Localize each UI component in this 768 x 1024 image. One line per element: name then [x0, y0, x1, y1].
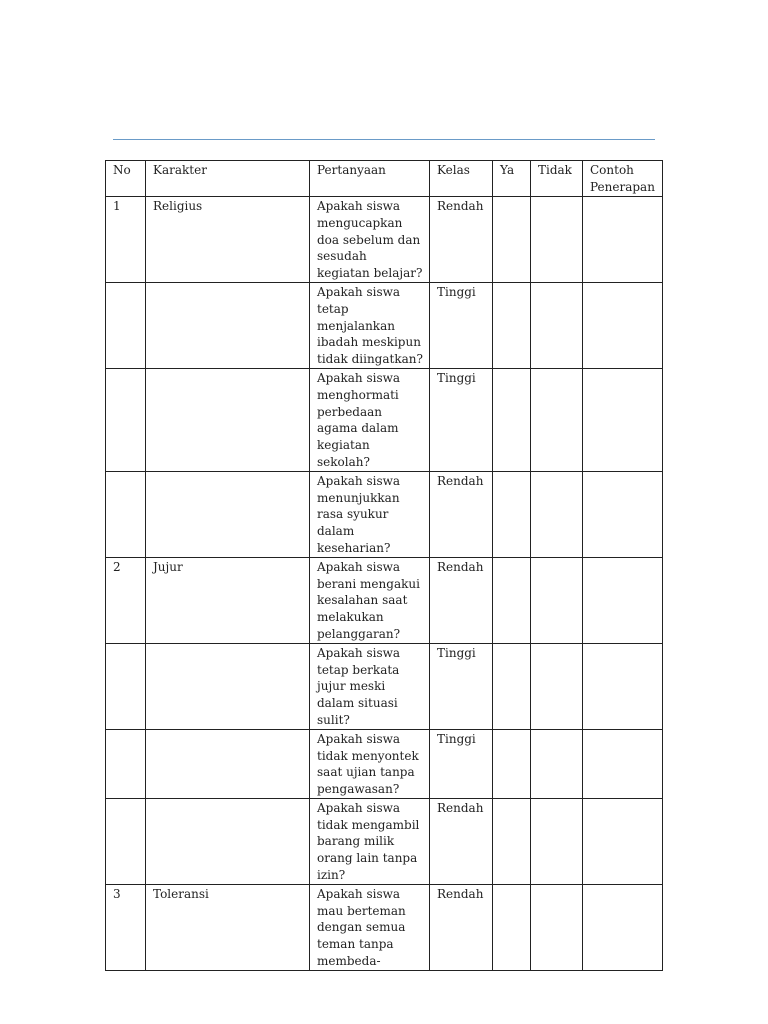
cell-tidak — [531, 798, 583, 884]
cell-pertanyaan: Apakah siswa mengucapkan doa sebelum dan sesudah kegiatan belajar? — [310, 197, 430, 283]
cell-kelas: Rendah — [430, 798, 493, 884]
cell-karakter — [146, 798, 310, 884]
cell-ya — [493, 643, 531, 729]
cell-pertanyaan: Apakah siswa tidak mengambil barang milik orang lain tanpa izin? — [310, 798, 430, 884]
table-row — [106, 282, 663, 368]
cell-contoh-penerapan — [583, 884, 663, 970]
cell-kelas: Tinggi — [430, 729, 493, 798]
cell-no — [106, 282, 146, 368]
cell-karakter: Jujur — [146, 557, 310, 643]
cell-ya — [493, 729, 531, 798]
cell-karakter — [146, 729, 310, 798]
header-divider-line — [113, 139, 655, 140]
cell-pertanyaan: Apakah siswa mau berteman dengan semua teman tanpa membeda- — [310, 884, 430, 970]
cell-tidak — [531, 557, 583, 643]
table-row — [106, 884, 663, 970]
table-header-row — [106, 161, 663, 197]
header-no: No — [106, 161, 146, 197]
cell-pertanyaan: Apakah siswa tetap berkata jujur meski dalam situasi sulit? — [310, 643, 430, 729]
cell-tidak — [531, 197, 583, 283]
cell-no: 1 — [106, 197, 146, 283]
table-row — [106, 798, 663, 884]
cell-kelas: Rendah — [430, 884, 493, 970]
cell-no — [106, 368, 146, 471]
cell-pertanyaan: Apakah siswa tidak menyontek saat ujian tanpa pengawasan? — [310, 729, 430, 798]
cell-ya — [493, 282, 531, 368]
cell-contoh-penerapan — [583, 282, 663, 368]
table-row — [106, 368, 663, 471]
cell-no — [106, 471, 146, 557]
cell-ya — [493, 471, 531, 557]
header-ya: Ya — [493, 161, 531, 197]
table-row — [106, 643, 663, 729]
cell-kelas: Rendah — [430, 557, 493, 643]
cell-karakter — [146, 368, 310, 471]
cell-karakter: Toleransi — [146, 884, 310, 970]
cell-contoh-penerapan — [583, 471, 663, 557]
cell-kelas: Tinggi — [430, 368, 493, 471]
header-contoh-penerapan: Contoh Penerapan — [583, 161, 663, 197]
cell-contoh-penerapan — [583, 557, 663, 643]
cell-kelas: Rendah — [430, 197, 493, 283]
cell-kelas: Tinggi — [430, 643, 493, 729]
cell-kelas: Tinggi — [430, 282, 493, 368]
cell-no: 2 — [106, 557, 146, 643]
cell-tidak — [531, 729, 583, 798]
cell-no — [106, 798, 146, 884]
cell-tidak — [531, 471, 583, 557]
cell-no: 3 — [106, 884, 146, 970]
header-pertanyaan: Pertanyaan — [310, 161, 430, 197]
cell-no — [106, 643, 146, 729]
cell-contoh-penerapan — [583, 197, 663, 283]
cell-pertanyaan: Apakah siswa tetap menjalankan ibadah meskipun tidak diingatkan? — [310, 282, 430, 368]
cell-pertanyaan: Apakah siswa menghormati perbedaan agama dalam kegiatan sekolah? — [310, 368, 430, 471]
table-row — [106, 729, 663, 798]
header-karakter: Karakter — [146, 161, 310, 197]
cell-ya — [493, 798, 531, 884]
header-tidak: Tidak — [531, 161, 583, 197]
cell-ya — [493, 197, 531, 283]
cell-contoh-penerapan — [583, 798, 663, 884]
cell-ya — [493, 368, 531, 471]
cell-karakter — [146, 643, 310, 729]
cell-no — [106, 729, 146, 798]
table-row — [106, 197, 663, 283]
cell-contoh-penerapan — [583, 368, 663, 471]
table-row — [106, 557, 663, 643]
cell-kelas: Rendah — [430, 471, 493, 557]
cell-tidak — [531, 884, 583, 970]
cell-karakter: Religius — [146, 197, 310, 283]
cell-pertanyaan: Apakah siswa menunjukkan rasa syukur dalam keseharian? — [310, 471, 430, 557]
table-row — [106, 471, 663, 557]
character-assessment-table — [105, 160, 663, 971]
cell-ya — [493, 557, 531, 643]
cell-tidak — [531, 282, 583, 368]
cell-pertanyaan: Apakah siswa berani mengakui kesalahan saat melakukan pelanggaran? — [310, 557, 430, 643]
cell-contoh-penerapan — [583, 643, 663, 729]
cell-karakter — [146, 282, 310, 368]
cell-tidak — [531, 368, 583, 471]
cell-tidak — [531, 643, 583, 729]
header-kelas: Kelas — [430, 161, 493, 197]
cell-contoh-penerapan — [583, 729, 663, 798]
cell-ya — [493, 884, 531, 970]
cell-karakter — [146, 471, 310, 557]
